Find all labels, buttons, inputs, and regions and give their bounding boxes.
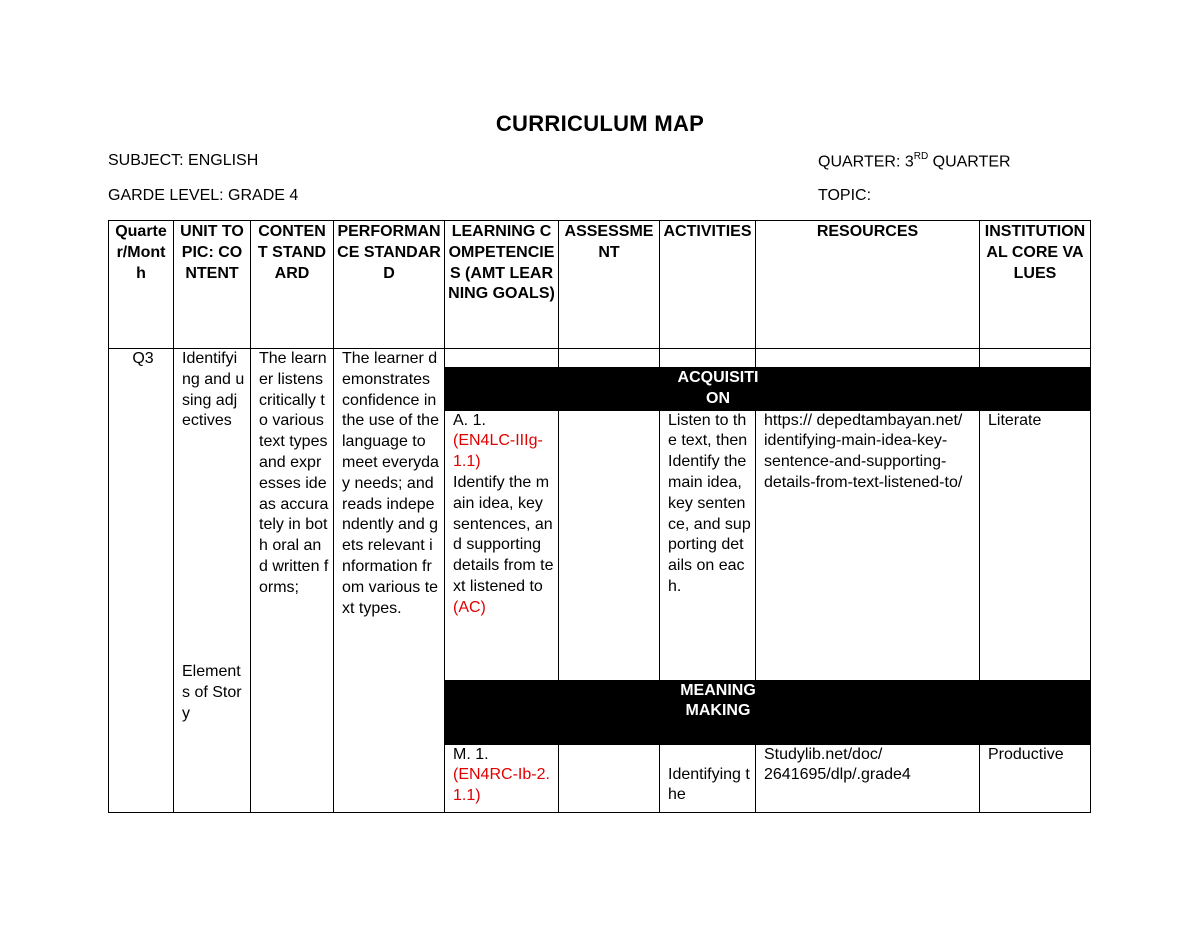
cell-performance-standard: The learner demonstrates confidence in the use of the language to meet everyday needs; and reads independently and gets relevant information from various text types. — [334, 349, 445, 813]
header-quarter-month: Quarter/Month — [109, 221, 174, 349]
cell-assessment — [559, 410, 660, 680]
table-row — [109, 349, 1091, 368]
cell-empty — [660, 349, 756, 368]
header-learning-competencies: LEARNING COMPETENCIES (AMT LEARNING GOALS) — [445, 221, 559, 349]
header-assessment: ASSESSMENT — [559, 221, 660, 349]
document-title: CURRICULUM MAP — [495, 111, 705, 136]
topic-label: TOPIC: — [818, 187, 872, 204]
competency-tag: (AC) — [453, 598, 486, 616]
table-header-row — [109, 221, 1091, 349]
cell-empty — [980, 349, 1091, 368]
header-resources: RESOURCES — [756, 221, 980, 349]
header-unit-topic: UNIT TOPIC: CONTENT — [174, 221, 251, 349]
curriculum-table — [108, 220, 1091, 813]
acquisition-band: ACQUISITION — [445, 368, 1091, 411]
header-activities: ACTIVITIES — [660, 221, 756, 349]
subject-label: SUBJECT: ENGLISH — [108, 152, 259, 169]
meaning-code-label: M. 1. — [453, 745, 489, 763]
quarter-label: QUARTER: 3RD QUARTER — [818, 151, 1011, 171]
cell-meaning-competency — [445, 744, 559, 812]
cell-empty — [559, 349, 660, 368]
meaning-making-band: MEANING MAKING — [445, 680, 1091, 744]
header-performance-standard: PERFORMANCE STANDARD — [334, 221, 445, 349]
header-core-values: INSTITUTIONAL CORE VALUES — [980, 221, 1091, 349]
unit-topic-adjectives: Identifying and using adjectives — [182, 350, 245, 430]
cell-quarter: Q3 — [109, 349, 174, 813]
cell-meaning-resource: Studylib.net/doc/ 2641695/dlp/.grade4 — [756, 744, 980, 812]
cell-assessment — [559, 744, 660, 812]
cell-empty — [445, 349, 559, 368]
cell-empty — [756, 349, 980, 368]
cell-meaning-value: Productive — [980, 744, 1091, 812]
cell-unit-topic — [174, 349, 251, 813]
competency-code-label: A. 1. — [453, 411, 486, 429]
cell-acquisition-value: Literate — [980, 410, 1091, 680]
competency-code: (EN4LC-IIIg-1.1) — [453, 432, 543, 471]
meaning-code: (EN4RC-Ib-2.1.1) — [453, 766, 550, 805]
unit-topic-elements-of-story: Elements of Story — [182, 663, 242, 722]
cell-acquisition-resource: https:// depedtambayan.net/ identifying-main-idea-key-sentence-and-supporting-details-from-text-listened-to/ — [756, 410, 980, 680]
header-content-standard: CONTENT STANDARD — [251, 221, 334, 349]
competency-text: Identify the main idea, key sentences, and supporting details from text listened to — [453, 473, 554, 595]
cell-content-standard: The learner listens critically to various text types and expresses ideas accurately in both oral and written forms; — [251, 349, 334, 813]
grade-level-label: GARDE LEVEL: GRADE 4 — [108, 187, 299, 204]
cell-meaning-activity: Identifying the — [660, 744, 756, 812]
cell-acquisition-competency — [445, 410, 559, 680]
cell-acquisition-activity: Listen to the text, then Identify the main idea, key sentence, and supporting details on each. — [660, 410, 756, 680]
